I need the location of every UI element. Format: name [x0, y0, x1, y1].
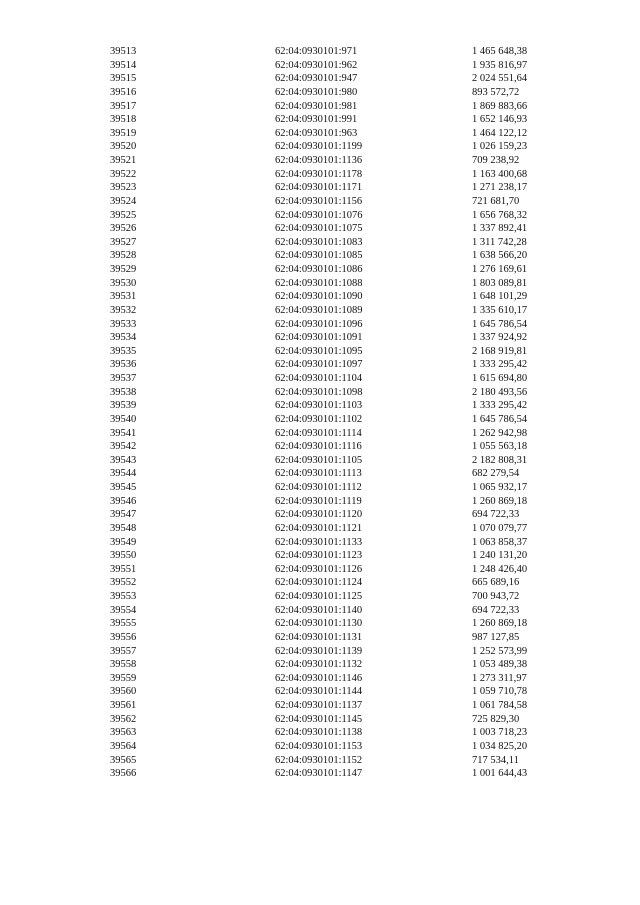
- row-number-cell: 39561: [110, 700, 137, 711]
- cadastral-number-cell: 62:04:0930101:1132: [275, 659, 363, 671]
- table-row: [110, 222, 550, 236]
- table-row: [110, 495, 550, 509]
- row-number-cell: 39537: [110, 373, 137, 384]
- value-cell: 2 024 551,64: [472, 73, 528, 85]
- row-number-cell: 39541: [110, 427, 137, 439]
- row-number-cell: 39566: [110, 768, 137, 780]
- value-cell: 1 333 295,42: [472, 400, 528, 412]
- row-number-cell: 39522: [110, 168, 137, 180]
- table-row: [110, 358, 550, 372]
- cadastral-number-cell: 62:04:0930101:1131: [275, 631, 363, 643]
- row-number-cell: 39529: [110, 264, 137, 275]
- cadastral-number-cell: 62:04:0930101:1114: [275, 427, 362, 439]
- value-cell: 1 335 610,17: [472, 304, 528, 316]
- row-number-cell: 39518: [110, 114, 137, 126]
- cadastral-number-cell: 62:04:0930101:1178: [275, 168, 363, 180]
- table-row: [110, 168, 550, 182]
- value-cell: 1 869 883,66: [472, 100, 528, 112]
- cadastral-number-cell: 62:04:0930101:1171: [275, 182, 363, 194]
- cadastral-number-cell: 62:04:0930101:1130: [275, 618, 363, 630]
- table-row: [110, 522, 550, 536]
- value-cell: 1 271 238,17: [472, 182, 528, 194]
- row-number-cell: 39524: [110, 195, 137, 207]
- row-number-cell: 39560: [110, 686, 137, 698]
- cadastral-value-table: [110, 45, 550, 781]
- row-number-cell: 39549: [110, 536, 137, 548]
- table-row: [110, 304, 550, 318]
- row-number-cell: 39538: [110, 386, 137, 398]
- cadastral-number-cell: 62:04:0930101:1089: [275, 304, 363, 316]
- value-cell: 725 829,30: [472, 713, 520, 725]
- row-number-cell: 39540: [110, 413, 137, 425]
- row-number-cell: 39534: [110, 332, 137, 344]
- value-cell: 1 026 159,23: [472, 141, 528, 153]
- value-cell: 1 337 892,41: [472, 223, 528, 235]
- row-number-cell: 39556: [110, 631, 137, 643]
- cadastral-number-cell: 62:04:0930101:1126: [275, 563, 363, 575]
- cadastral-number-cell: 62:04:0930101:1146: [275, 672, 363, 684]
- table-row: [110, 372, 550, 386]
- table-row: [110, 100, 550, 114]
- table-row: [110, 658, 550, 672]
- value-cell: 1 935 816,97: [472, 59, 528, 71]
- value-cell: 1 059 710,78: [472, 686, 528, 698]
- row-number-cell: 39563: [110, 727, 137, 739]
- table-row: [110, 140, 550, 154]
- table-row: [110, 277, 550, 291]
- row-number-cell: 39547: [110, 509, 137, 521]
- row-number-cell: 39514: [110, 59, 137, 71]
- table-row: [110, 685, 550, 699]
- value-cell: 665 689,16: [472, 577, 520, 589]
- cadastral-number-cell: 62:04:0930101:1090: [275, 291, 363, 303]
- value-cell: 1 248 426,40: [472, 563, 528, 575]
- row-number-cell: 39565: [110, 754, 137, 766]
- cadastral-number-cell: 62:04:0930101:1095: [275, 345, 363, 357]
- cadastral-number-cell: 62:04:0930101:1086: [275, 264, 363, 275]
- value-cell: 1 061 784,58: [472, 700, 528, 711]
- row-number-cell: 39525: [110, 209, 137, 221]
- value-cell: 694 722,33: [472, 509, 520, 521]
- value-cell: 1 652 146,93: [472, 114, 528, 126]
- value-cell: 1 803 089,81: [472, 277, 528, 289]
- value-cell: 1 465 648,38: [472, 46, 528, 57]
- table-row: [110, 467, 550, 481]
- cadastral-number-cell: 62:04:0930101:1085: [275, 250, 363, 262]
- table-row: [110, 631, 550, 645]
- cadastral-number-cell: 62:04:0930101:1104: [275, 373, 363, 384]
- row-number-cell: 39544: [110, 468, 137, 480]
- row-number-cell: 39523: [110, 182, 137, 194]
- value-cell: 694 722,33: [472, 604, 520, 616]
- cadastral-number-cell: 62:04:0930101:947: [275, 73, 358, 85]
- value-cell: 1 260 869,18: [472, 495, 528, 507]
- cadastral-number-cell: 62:04:0930101:962: [275, 59, 358, 71]
- cadastral-number-cell: 62:04:0930101:1199: [275, 141, 363, 153]
- cadastral-number-cell: 62:04:0930101:1140: [275, 604, 363, 616]
- cadastral-number-cell: 62:04:0930101:1123: [275, 550, 363, 562]
- value-cell: 2 182 808,31: [472, 454, 528, 466]
- row-number-cell: 39515: [110, 73, 137, 85]
- value-cell: 1 063 858,37: [472, 536, 528, 548]
- cadastral-number-cell: 62:04:0930101:1098: [275, 386, 363, 398]
- value-cell: 1 645 786,54: [472, 413, 528, 425]
- row-number-cell: 39554: [110, 604, 137, 616]
- row-number-cell: 39527: [110, 236, 137, 248]
- value-cell: 1 273 311,97: [472, 672, 527, 684]
- value-cell: 1 656 768,32: [472, 209, 528, 221]
- table-row: [110, 672, 550, 686]
- value-cell: 1 337 924,92: [472, 332, 528, 344]
- table-row: [110, 645, 550, 659]
- cadastral-number-cell: 62:04:0930101:1137: [275, 700, 363, 711]
- value-cell: 1 638 566,20: [472, 250, 528, 262]
- row-number-cell: 39533: [110, 318, 137, 330]
- cadastral-number-cell: 62:04:0930101:1116: [275, 441, 362, 453]
- row-number-cell: 39545: [110, 482, 137, 493]
- value-cell: 893 572,72: [472, 86, 520, 98]
- cadastral-number-cell: 62:04:0930101:1097: [275, 359, 363, 371]
- cadastral-number-cell: 62:04:0930101:1136: [275, 155, 363, 166]
- row-number-cell: 39520: [110, 141, 137, 153]
- cadastral-number-cell: 62:04:0930101:991: [275, 114, 358, 126]
- cadastral-number-cell: 62:04:0930101:1139: [275, 645, 363, 657]
- cadastral-number-cell: 62:04:0930101:1147: [275, 768, 363, 780]
- cadastral-number-cell: 62:04:0930101:1144: [275, 686, 363, 698]
- table-row: [110, 113, 550, 127]
- table-row: [110, 549, 550, 563]
- cadastral-number-cell: 62:04:0930101:1124: [275, 577, 363, 589]
- table-row: [110, 249, 550, 263]
- table-row: [110, 45, 550, 59]
- table-row: [110, 713, 550, 727]
- table-row: [110, 263, 550, 277]
- cadastral-number-cell: 62:04:0930101:963: [275, 127, 358, 139]
- value-cell: 1 001 644,43: [472, 768, 528, 780]
- row-number-cell: 39519: [110, 127, 137, 139]
- table-row: [110, 318, 550, 332]
- row-number-cell: 39536: [110, 359, 137, 371]
- value-cell: 2 180 493,56: [472, 386, 528, 398]
- value-cell: 1 464 122,12: [472, 127, 528, 139]
- row-number-cell: 39517: [110, 100, 137, 112]
- row-number-cell: 39526: [110, 223, 137, 235]
- row-number-cell: 39521: [110, 155, 137, 166]
- row-number-cell: 39542: [110, 441, 137, 453]
- cadastral-number-cell: 62:04:0930101:1103: [275, 400, 363, 412]
- table-row: [110, 195, 550, 209]
- cadastral-number-cell: 62:04:0930101:1133: [275, 536, 363, 548]
- cadastral-number-cell: 62:04:0930101:1096: [275, 318, 363, 330]
- table-row: [110, 181, 550, 195]
- table-row: [110, 440, 550, 454]
- value-cell: 1 648 101,29: [472, 291, 528, 303]
- table-row: [110, 699, 550, 713]
- value-cell: 721 681,70: [472, 195, 520, 207]
- value-cell: 1 262 942,98: [472, 427, 528, 439]
- row-number-cell: 39555: [110, 618, 137, 630]
- table-row: [110, 290, 550, 304]
- table-row: [110, 427, 550, 441]
- cadastral-number-cell: 62:04:0930101:1145: [275, 713, 363, 725]
- value-cell: 1 240 131,20: [472, 550, 528, 562]
- row-number-cell: 39513: [110, 46, 137, 57]
- row-number-cell: 39552: [110, 577, 137, 589]
- cadastral-number-cell: 62:04:0930101:1138: [275, 727, 363, 739]
- value-cell: 1 065 932,17: [472, 482, 528, 493]
- value-cell: 682 279,54: [472, 468, 520, 480]
- table-row: [110, 754, 550, 768]
- table-row: [110, 481, 550, 495]
- table-row: [110, 726, 550, 740]
- row-number-cell: 39530: [110, 277, 137, 289]
- value-cell: 1 311 742,28: [472, 236, 527, 248]
- table-row: [110, 767, 550, 781]
- table-row: [110, 331, 550, 345]
- row-number-cell: 39535: [110, 345, 137, 357]
- cadastral-number-cell: 62:04:0930101:1152: [275, 754, 363, 766]
- table-row: [110, 563, 550, 577]
- value-cell: 2 168 919,81: [472, 345, 528, 357]
- row-number-cell: 39531: [110, 291, 137, 303]
- value-cell: 717 534,11: [472, 754, 519, 766]
- table-row: [110, 72, 550, 86]
- value-cell: 1 003 718,23: [472, 727, 528, 739]
- table-row: [110, 59, 550, 73]
- table-row: [110, 399, 550, 413]
- row-number-cell: 39548: [110, 522, 137, 534]
- cadastral-number-cell: 62:04:0930101:1112: [275, 482, 362, 493]
- cadastral-number-cell: 62:04:0930101:1113: [275, 468, 362, 480]
- table-row: [110, 236, 550, 250]
- value-cell: 1 055 563,18: [472, 441, 528, 453]
- row-number-cell: 39559: [110, 672, 137, 684]
- row-number-cell: 39516: [110, 86, 137, 98]
- value-cell: 1 333 295,42: [472, 359, 528, 371]
- cadastral-number-cell: 62:04:0930101:1102: [275, 413, 363, 425]
- row-number-cell: 39550: [110, 550, 137, 562]
- table-row: [110, 127, 550, 141]
- cadastral-number-cell: 62:04:0930101:1121: [275, 522, 363, 534]
- row-number-cell: 39558: [110, 659, 137, 671]
- cadastral-number-cell: 62:04:0930101:1125: [275, 591, 363, 602]
- value-cell: 1 252 573,99: [472, 645, 528, 657]
- cadastral-number-cell: 62:04:0930101:981: [275, 100, 358, 112]
- value-cell: 700 943,72: [472, 591, 520, 602]
- value-cell: 1 645 786,54: [472, 318, 528, 330]
- value-cell: 1 053 489,38: [472, 659, 528, 671]
- cadastral-number-cell: 62:04:0930101:1083: [275, 236, 363, 248]
- row-number-cell: 39546: [110, 495, 137, 507]
- value-cell: 1 070 079,77: [472, 522, 528, 534]
- row-number-cell: 39528: [110, 250, 137, 262]
- value-cell: 1 163 400,68: [472, 168, 528, 180]
- row-number-cell: 39557: [110, 645, 137, 657]
- table-row: [110, 536, 550, 550]
- table-row: [110, 209, 550, 223]
- table-row: [110, 386, 550, 400]
- value-cell: 1 034 825,20: [472, 740, 528, 752]
- cadastral-number-cell: 62:04:0930101:980: [275, 86, 358, 98]
- table-row: [110, 590, 550, 604]
- row-number-cell: 39551: [110, 563, 137, 575]
- cadastral-number-cell: 62:04:0930101:971: [275, 46, 358, 57]
- cadastral-number-cell: 62:04:0930101:1119: [275, 495, 362, 507]
- cadastral-number-cell: 62:04:0930101:1075: [275, 223, 363, 235]
- table-row: [110, 740, 550, 754]
- table-row: [110, 454, 550, 468]
- table-row: [110, 508, 550, 522]
- table-row: [110, 604, 550, 618]
- cadastral-number-cell: 62:04:0930101:1105: [275, 454, 363, 466]
- table-row: [110, 413, 550, 427]
- cadastral-number-cell: 62:04:0930101:1091: [275, 332, 363, 344]
- table-row: [110, 617, 550, 631]
- value-cell: 1 615 694,80: [472, 373, 528, 384]
- table-row: [110, 86, 550, 100]
- row-number-cell: 39532: [110, 304, 137, 316]
- row-number-cell: 39553: [110, 591, 137, 602]
- cadastral-number-cell: 62:04:0930101:1088: [275, 277, 363, 289]
- value-cell: 1 260 869,18: [472, 618, 528, 630]
- row-number-cell: 39564: [110, 740, 137, 752]
- row-number-cell: 39562: [110, 713, 137, 725]
- cadastral-number-cell: 62:04:0930101:1120: [275, 509, 363, 521]
- table-row: [110, 345, 550, 359]
- row-number-cell: 39543: [110, 454, 137, 466]
- value-cell: 987 127,85: [472, 631, 520, 643]
- cadastral-number-cell: 62:04:0930101:1076: [275, 209, 363, 221]
- value-cell: 1 276 169,61: [472, 264, 528, 275]
- table-row: [110, 154, 550, 168]
- row-number-cell: 39539: [110, 400, 137, 412]
- value-cell: 709 238,92: [472, 155, 520, 166]
- cadastral-number-cell: 62:04:0930101:1153: [275, 740, 363, 752]
- cadastral-number-cell: 62:04:0930101:1156: [275, 195, 363, 207]
- table-row: [110, 576, 550, 590]
